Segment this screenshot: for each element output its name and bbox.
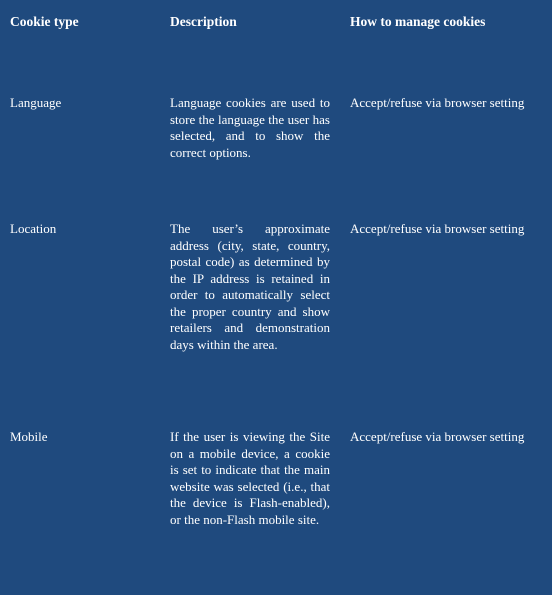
- row-location-description: The user’s approximate address (city, state, country, postal code) as determined by the IP address is retained in order to automatically select the proper country and show retailers and demonstration days within the area.: [170, 221, 330, 352]
- row-language-manage: Accept/refuse via browser setting: [350, 95, 525, 110]
- row-language-type: Language: [10, 95, 62, 110]
- row-mobile-description: If the user is viewing the Site on a mobile device, a cookie is set to indicate that the main website was selected (i.e., that the device is Flash-enabled), or the non-Flash mobile site.: [170, 429, 330, 527]
- header-cookie-type: Cookie type: [10, 14, 79, 29]
- row-mobile-type: Mobile: [10, 429, 48, 444]
- header-description: Description: [170, 14, 237, 29]
- row-location-type: Location: [10, 221, 57, 236]
- row-location-manage: Accept/refuse via browser setting: [350, 221, 525, 236]
- header-how-to-manage: How to manage cookies: [350, 14, 486, 29]
- row-language-description: Language cookies are used to store the language the user has selected, and to show the correct options.: [170, 95, 330, 160]
- row-mobile-manage: Accept/refuse via browser setting: [350, 429, 525, 444]
